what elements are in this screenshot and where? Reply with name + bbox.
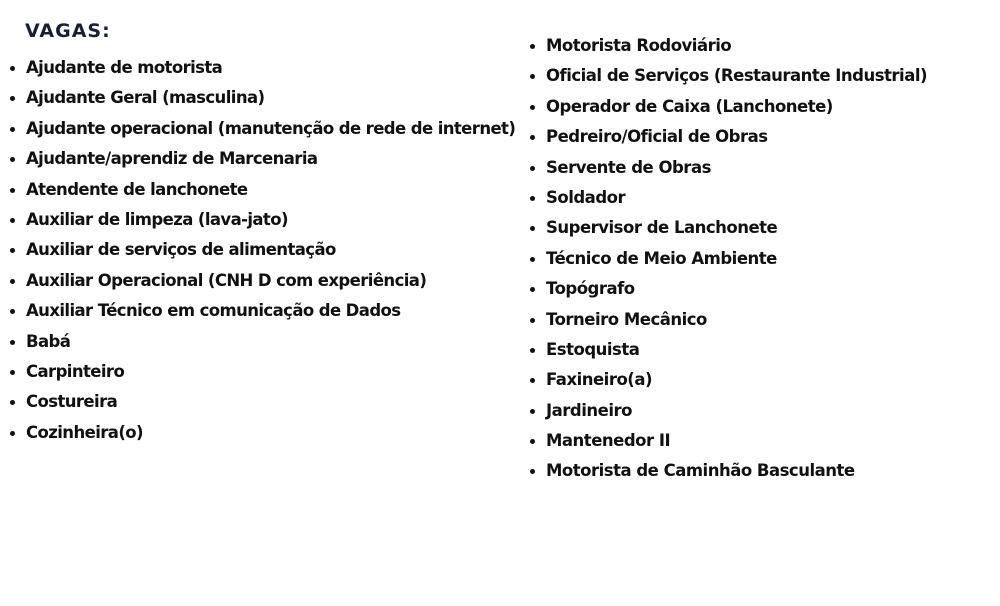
list-item: Auxiliar Operacional (CNH D com experiência) — [26, 266, 515, 296]
list-item: Auxiliar de limpeza (lava-jato) — [26, 205, 515, 235]
list-item: Auxiliar de serviços de alimentação — [26, 235, 515, 265]
list-item: Cozinheira(o) — [26, 418, 515, 448]
list-item: Carpinteiro — [26, 357, 515, 387]
list-item: Ajudante Geral (masculina) — [26, 83, 515, 113]
list-item: Operador de Caixa (Lanchonete) — [546, 92, 927, 122]
list-item: Topógrafo — [546, 274, 927, 304]
list-item: Técnico de Meio Ambiente — [546, 244, 927, 274]
list-item: Mantenedor II — [546, 426, 927, 456]
list-item: Costureira — [26, 387, 515, 417]
job-list-right — [546, 31, 927, 487]
list-item: Atendente de lanchonete — [26, 175, 515, 205]
list-item: Ajudante de motorista — [26, 53, 515, 83]
list-item: Motorista de Caminhão Basculante — [546, 456, 927, 486]
list-item: Auxiliar Técnico em comunicação de Dados — [26, 296, 515, 326]
list-item: Supervisor de Lanchonete — [546, 213, 927, 243]
list-item: Ajudante operacional (manutenção de rede de internet) — [26, 114, 515, 144]
list-item: Jardineiro — [546, 396, 927, 426]
list-item: Oficial de Serviços (Restaurante Industrial) — [546, 61, 927, 91]
list-item: Servente de Obras — [546, 153, 927, 183]
list-item: Babá — [26, 327, 515, 357]
list-item: Motorista Rodoviário — [546, 31, 927, 61]
list-item: Ajudante/aprendiz de Marcenaria — [26, 144, 515, 174]
list-item: Estoquista — [546, 335, 927, 365]
page-title: VAGAS: — [25, 20, 111, 42]
list-item: Torneiro Mecânico — [546, 305, 927, 335]
list-item: Faxineiro(a) — [546, 365, 927, 395]
job-list-left — [26, 53, 515, 448]
list-item: Pedreiro/Oficial de Obras — [546, 122, 927, 152]
list-item: Soldador — [546, 183, 927, 213]
